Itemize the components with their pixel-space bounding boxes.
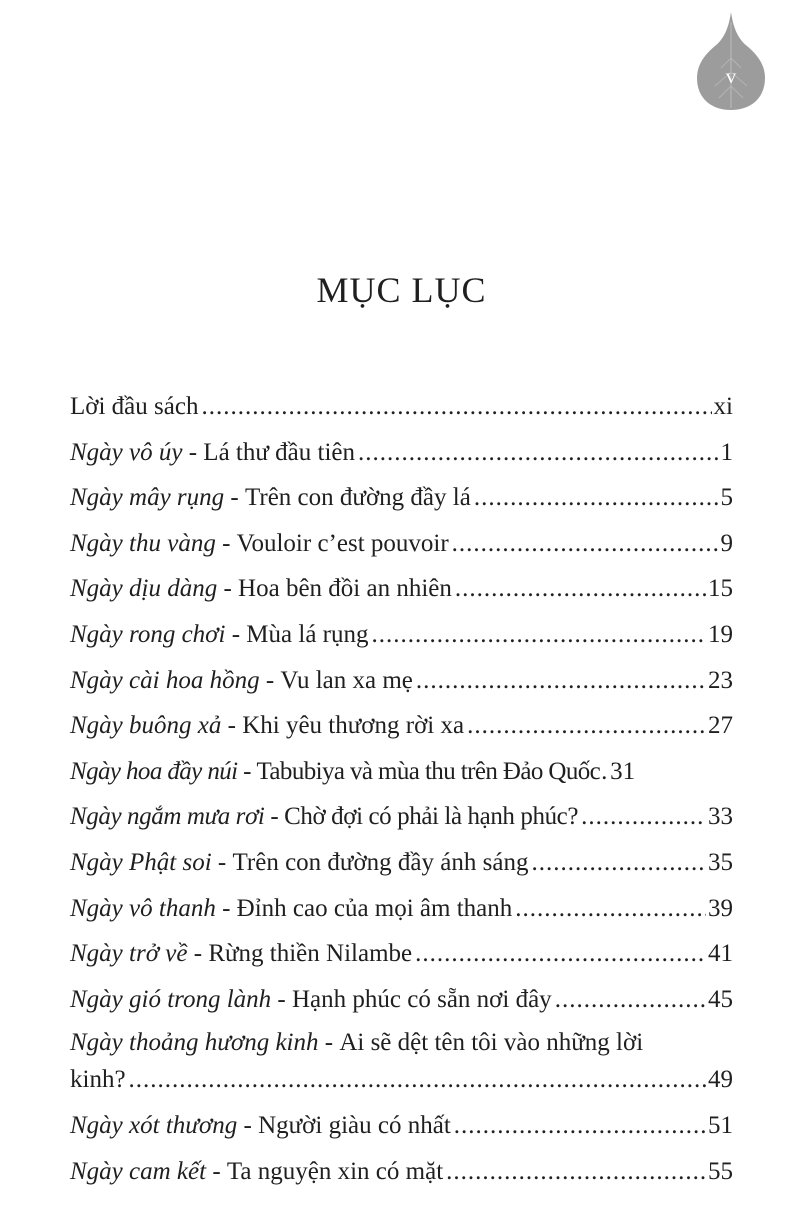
- page-title: MỤC LỤC: [316, 270, 487, 310]
- toc-entry-title: Lời đầu sách: [70, 393, 199, 420]
- toc-entry-title-part: [70, 706, 464, 746]
- toc-entry-date: Ngày ngắm mưa rơi: [70, 803, 265, 831]
- toc-entry[interactable]: [70, 706, 733, 752]
- toc-entry-page: 45: [708, 985, 733, 1013]
- toc-entry[interactable]: [70, 980, 733, 1026]
- toc-entry-page: 19: [708, 620, 733, 648]
- dot-leader: [372, 615, 707, 655]
- toc-entry-title-part: [70, 524, 449, 564]
- toc-entry-page: 23: [708, 666, 733, 694]
- page-number: v: [725, 64, 737, 88]
- toc-entry-separator: -: [211, 848, 233, 876]
- toc-entry-title: Chờ đợi có phải là hạnh phúc?: [284, 803, 579, 831]
- toc-entry-separator: -: [225, 620, 247, 648]
- toc-entry-page: 9: [720, 529, 733, 557]
- toc-entry-page: 51: [708, 1112, 733, 1140]
- dot-leader: [416, 661, 706, 701]
- toc-entry-date: Ngày thu vàng: [70, 529, 216, 557]
- toc-entry-date: Ngày cài hoa hồng: [70, 666, 260, 694]
- toc-entry-page: 33: [708, 803, 733, 831]
- toc-entry-separator: -: [221, 712, 243, 740]
- toc-entry-title-part: [70, 797, 578, 837]
- toc-entry-title-part: [70, 1106, 451, 1146]
- toc-entry-title-part: [70, 752, 600, 792]
- toc-entry-title: Ai sẽ dệt tên tôi vào những lời: [339, 1029, 644, 1057]
- toc-entry-date: Ngày vô thanh: [70, 894, 216, 922]
- toc-entry-title-part: [70, 661, 413, 701]
- toc-entry-separator: -: [217, 575, 239, 603]
- toc-entry-separator: -: [215, 529, 237, 557]
- toc-entry-date: Ngày cam kết: [70, 1157, 207, 1185]
- toc-entry-title: Mùa lá rụng: [246, 620, 369, 648]
- toc-entry[interactable]: [70, 433, 733, 479]
- toc-entry-page: 41: [708, 940, 733, 968]
- toc-entry-page: 1: [720, 438, 733, 466]
- toc-entry-title-part: [70, 980, 552, 1020]
- toc-entry-date: Ngày dịu dàng: [70, 575, 218, 603]
- dot-leader: [358, 433, 719, 473]
- dot-leader: [415, 934, 706, 974]
- dot-leader: [531, 843, 706, 883]
- toc-entry-title: Trên con đường đầy lá: [244, 484, 471, 512]
- toc-entry-title-part: [70, 1025, 733, 1060]
- toc-entry-title: Vouloir c’est pouvoir: [236, 529, 449, 557]
- toc-entry-title: Vu lan xa mẹ: [280, 666, 413, 694]
- toc-entry[interactable]: [70, 615, 733, 661]
- dot-leader: [446, 1152, 706, 1192]
- toc-entry-page: xi: [713, 393, 733, 420]
- toc-entry-date: Ngày hoa đầy núi: [70, 757, 238, 785]
- toc-entry-title-part: [70, 387, 198, 427]
- toc-entry[interactable]: [70, 1106, 733, 1152]
- toc-entry[interactable]: [70, 387, 733, 433]
- toc-entry-title: Đỉnh cao của mọi âm thanh: [236, 894, 513, 922]
- toc-entry-date: Ngày buông xả: [70, 712, 222, 740]
- toc-entry-date: Ngày gió trong lành: [70, 985, 272, 1013]
- toc-entry-date: Ngày rong chơi: [70, 620, 226, 648]
- toc-entry-separator: -: [271, 985, 292, 1013]
- dot-leader: [129, 1060, 706, 1100]
- toc-entry[interactable]: [70, 889, 733, 935]
- dot-leader: [454, 1106, 706, 1146]
- toc-entry-title: Rừng thiền Nilambe: [208, 940, 413, 968]
- toc-entry-title-part: [70, 569, 452, 609]
- dot-leader: [467, 706, 706, 746]
- toc-entry-title: Khi yêu thương rời xa: [242, 712, 465, 740]
- toc-entry[interactable]: [70, 797, 733, 843]
- toc-entry-title-part: [70, 889, 512, 929]
- toc-entry-separator: -: [206, 1157, 227, 1185]
- toc-entry-separator: -: [264, 803, 285, 831]
- dot-leader: [474, 478, 719, 518]
- dot-leader: [455, 569, 706, 609]
- dot-leader: [201, 387, 711, 427]
- toc-entry-title: Hoa bên đồi an nhiên: [238, 575, 452, 603]
- toc-entry-date: Ngày Phật soi: [70, 848, 212, 876]
- toc-entry-page: 27: [708, 712, 733, 740]
- toc-entry-continuation: [70, 1060, 733, 1106]
- toc-entry-date: Ngày xót thương: [70, 1112, 238, 1140]
- toc-entry[interactable]: [70, 478, 733, 524]
- page-marker: [697, 12, 765, 112]
- toc-entry-title: Hạnh phúc có sẵn nơi đây: [292, 985, 552, 1013]
- toc-entry[interactable]: [70, 1025, 733, 1106]
- toc-entry-title-part: [70, 433, 355, 473]
- toc-entry-page: 49: [708, 1066, 733, 1094]
- toc-entry-separator: -: [224, 484, 245, 512]
- toc-entry-date: Ngày thoảng hương kinh: [70, 1029, 319, 1057]
- dot-leader: [452, 524, 719, 564]
- toc-entry-separator: -: [182, 438, 204, 466]
- toc-entry-separator: -: [237, 757, 257, 785]
- toc-entry-date: Ngày vô úy: [70, 438, 183, 466]
- toc-entry-title: Người giàu có nhất: [258, 1112, 451, 1140]
- toc-entry-page: 31: [610, 757, 636, 785]
- toc-entry-title-part: [70, 478, 471, 518]
- toc-entry[interactable]: [70, 843, 733, 889]
- toc-entry-separator: -: [187, 940, 209, 968]
- toc-entry-separator: -: [215, 894, 237, 922]
- toc-entry[interactable]: [70, 1152, 733, 1198]
- toc-entry-date: Ngày mây rụng: [70, 484, 225, 512]
- toc-entry-separator: -: [318, 1029, 340, 1057]
- toc-entry-title: Trên con đường đầy ánh sáng: [232, 848, 529, 876]
- toc-entry[interactable]: [70, 934, 733, 980]
- bodhi-leaf-icon: [697, 12, 765, 112]
- dot-leader: [555, 980, 706, 1020]
- toc-entry-date: Ngày trở về: [70, 940, 188, 968]
- toc-entry-page: 15: [708, 575, 733, 603]
- toc-entry-title-part: [70, 1152, 443, 1192]
- dot-leader: [601, 752, 609, 792]
- table-of-contents: [70, 387, 733, 1198]
- toc-entry[interactable]: [70, 752, 733, 798]
- toc-entry-title: Tabubiya và mùa thu trên Đảo Quốc: [256, 757, 601, 785]
- toc-entry-title-part: [70, 843, 528, 883]
- toc-entry-title-cont: kinh?: [70, 1066, 126, 1094]
- toc-entry-separator: -: [259, 666, 281, 694]
- toc-entry-page: 35: [708, 848, 733, 876]
- toc-entry-page: 55: [708, 1157, 733, 1185]
- toc-entry[interactable]: [70, 569, 733, 615]
- toc-entry-page: 39: [708, 894, 733, 922]
- dot-leader: [581, 797, 706, 837]
- toc-entry-title: Ta nguyện xin có mặt: [226, 1157, 444, 1185]
- toc-entry[interactable]: [70, 524, 733, 570]
- toc-entry-separator: -: [237, 1112, 259, 1140]
- toc-entry-title-part: [70, 934, 412, 974]
- dot-leader: [515, 889, 706, 929]
- toc-entry-title: Lá thư đầu tiên: [203, 438, 355, 466]
- toc-entry-title-part: [70, 615, 369, 655]
- toc-entry-page: 5: [720, 484, 733, 512]
- toc-entry[interactable]: [70, 661, 733, 707]
